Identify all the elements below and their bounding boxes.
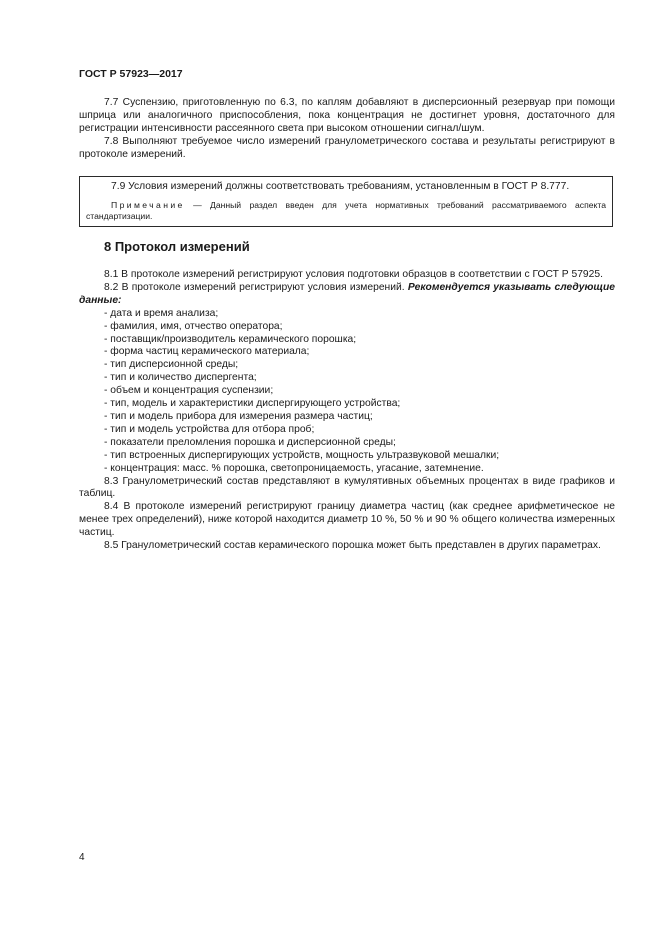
paragraph-7-9: 7.9 Условия измерений должны соответствовать требованиям, установленным в ГОСТ Р 8.777. bbox=[111, 181, 570, 192]
requirements-box bbox=[79, 176, 613, 227]
list-item: - тип встроенных диспергирующих устройств, мощность ультразвуковой мешалки; bbox=[104, 449, 500, 461]
list-item: - тип и модель прибора для измерения размера частиц; bbox=[104, 410, 373, 422]
list-item: - объем и концентрация суспензии; bbox=[104, 385, 274, 397]
paragraph-8-1: 8.1 В протоколе измерений регистрируют условия подготовки образцов в соответствии с ГОСТ Р 57925. bbox=[104, 269, 603, 280]
note bbox=[86, 200, 606, 222]
paragraph-8-3: 8.3 Гранулометрический состав представляют в кумулятивных объемных процентах в виде графиков и таблиц. bbox=[79, 475, 615, 500]
list-item: - дата и время анализа; bbox=[104, 307, 219, 319]
note-label: Примечание bbox=[111, 199, 185, 210]
paragraph-8-2-emphasis: Рекомендуется указывать следующие данные: bbox=[79, 281, 615, 306]
list-item: - тип и количество диспергента; bbox=[104, 372, 257, 384]
page-number: 4 bbox=[79, 852, 85, 863]
list-item: - фамилия, имя, отчество оператора; bbox=[104, 320, 283, 332]
paragraph-8-5: 8.5 Гранулометрический состав керамического порошка может быть представлен в других параметрах. bbox=[104, 540, 601, 552]
paragraph-8-4: 8.4 В протоколе измерений регистрируют границу диаметра частиц (как среднее арифметическое не менее трех определений), ниже которой находится диаметр 10 %, 50 % и 90 % общего количества измеренных частиц. bbox=[79, 501, 615, 539]
data-list bbox=[79, 308, 615, 476]
document-header: ГОСТ Р 57923—2017 bbox=[79, 68, 183, 80]
paragraph-7-7: 7.7 Суспензию, приготовленную по 6.3, по каплям добавляют в дисперсионный резервуар при помощи шприца или аналогичного приспособления, пока концентрация не достигнет уровня, достаточного для регистрации интенсивности рассеянного света при высоком отношении сигнал/шум. bbox=[79, 97, 615, 134]
list-item: - тип дисперсионной среды; bbox=[104, 359, 239, 371]
list-item: - тип, модель и характеристики диспергирующего устройства; bbox=[104, 398, 401, 410]
note-text: — Данный раздел введен для учета нормативных требований рассматриваемого аспекта стандартизации. bbox=[86, 199, 606, 221]
section-8-text bbox=[79, 269, 615, 553]
paragraph-8-2 bbox=[79, 282, 615, 308]
list-item: - концентрация: масс. % порошка, светопроницаемость, угасание, затемнение. bbox=[104, 462, 484, 474]
section-8-title: 8 Протокол измерений bbox=[104, 239, 250, 254]
paragraph-7-8: 7.8 Выполняют требуемое число измерений гранулометрического состава и результаты регистрируют в протоколе измерений. bbox=[79, 135, 615, 160]
list-item: - поставщик/производитель керамического порошка; bbox=[104, 333, 357, 345]
list-item: - форма частиц керамического материала; bbox=[104, 346, 310, 358]
list-item: - тип и модель устройства для отбора проб; bbox=[104, 423, 315, 435]
list-item: - показатели преломления порошка и дисперсионной среды; bbox=[104, 436, 396, 448]
section-7-text bbox=[79, 97, 615, 162]
paragraph-8-2-lead: 8.2 В протоколе измерений регистрируют условия измерений. bbox=[104, 281, 408, 293]
